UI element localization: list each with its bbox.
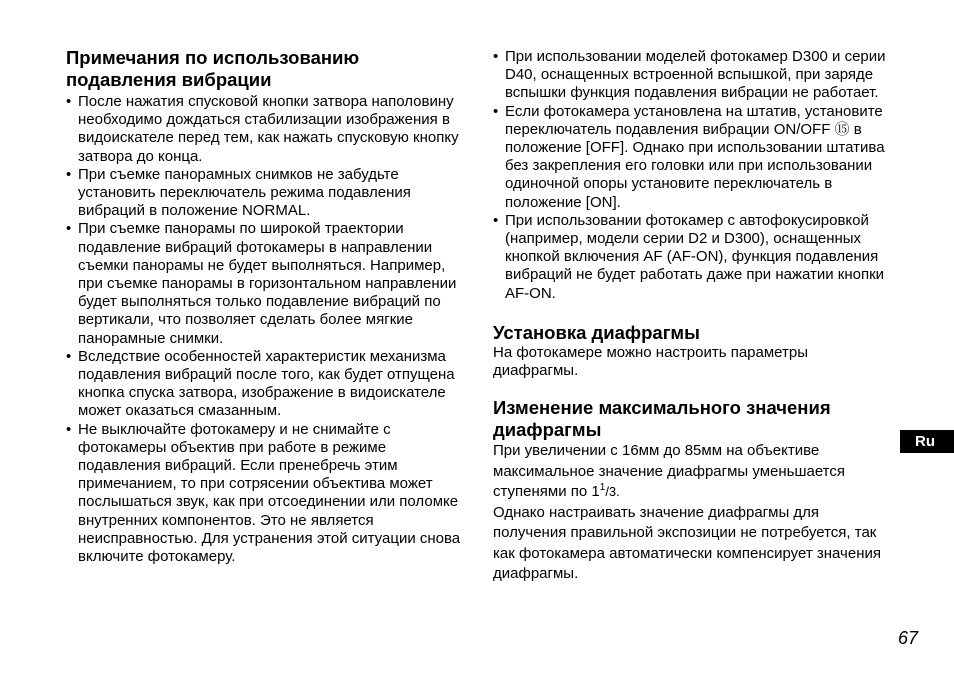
list-item: • При использовании моделей фотокамер D300 и серии D40, оснащенных встроенной вспышкой, при заряде вспышки функция подавления вибрации не работает.	[493, 48, 890, 103]
vr-notes-list-continued	[493, 48, 890, 303]
right-column	[493, 48, 890, 585]
list-item: • Вследствие особенностей характеристик механизма подавления вибраций после того, как будет отпущена кнопка спуска затвора, изображение в видоискателе может оказаться смазанным.	[66, 348, 461, 421]
aperture-section	[493, 322, 890, 380]
left-column	[66, 47, 461, 566]
aperture-heading: Установка диафрагмы	[493, 321, 700, 343]
max-aperture-text-1-main: При увеличении с 16мм до 85мм на объективе максимальное значение диафрагмы уменьшается ступенями по 1	[493, 442, 845, 501]
list-item: • При съемке панорамных снимков не забудьте установить переключатель режима подавления вибраций в положение NORMAL.	[66, 166, 461, 221]
list-item: • Не выключайте фотокамеру и не снимайте с фотокамеры объектив при работе в режиме подавления вибраций. Если пренебречь этим примечанием, то при сотрясении объектива может послышаться звук, как при отсоединении или поломке внутренних компонентов. Это не является неисправностью. Для устранения этой ситуации снова включите фотокамеру.	[66, 421, 461, 567]
vr-notes-heading: Примечания по использованию подавления вибрации	[66, 47, 360, 90]
max-aperture-section	[493, 397, 890, 585]
max-aperture-text-2: Однако настраивать значение диафрагмы для получения правильной экспозиции не потребуется, так как фотокамера автоматически компенсирует значения диафрагмы.	[493, 503, 881, 583]
list-item: • Если фотокамера установлена на штатив, установите переключатель подавления вибрации ON/OFF ⑮ в положение [OFF]. Однако при использовании штатива без закрепления его головки или при использовании одиночной опоры установите переключатель в положение [ON].	[493, 103, 890, 212]
max-aperture-text-1	[493, 441, 890, 503]
fraction-superscript: 1	[599, 482, 606, 494]
fraction-tail: /3.	[605, 484, 620, 500]
list-item: • После нажатия спусковой кнопки затвора наполовину необходимо дождаться стабилизации изображения в видоискателе перед тем, как нажать спусковую кнопку затвора до конца.	[66, 93, 461, 166]
aperture-text: На фотокамере можно настроить параметры диафрагмы.	[493, 343, 809, 380]
language-tab: Ru	[900, 430, 954, 453]
list-item: • При использовании фотокамер с автофокусировкой (например, модели серии D2 и D300), оснащенных кнопкой включения AF (AF-ON), функция подавления вибраций не будет работать даже при нажатии кнопки AF-ON.	[493, 212, 890, 303]
vr-notes-list	[66, 93, 461, 566]
page-number: 67	[898, 628, 919, 648]
list-item: • При съемке панорамы по широкой траектории подавление вибраций фотокамеры в направлении съемки панорамы не будет выполняться. Например, при съемке панорамы в горизонтальном направлении будет выполняться только подавление вибраций по вертикали, что позволяет сделать более мягкие панорамные снимки.	[66, 220, 461, 347]
max-aperture-heading: Изменение максимального значения диафрагмы	[493, 397, 831, 441]
